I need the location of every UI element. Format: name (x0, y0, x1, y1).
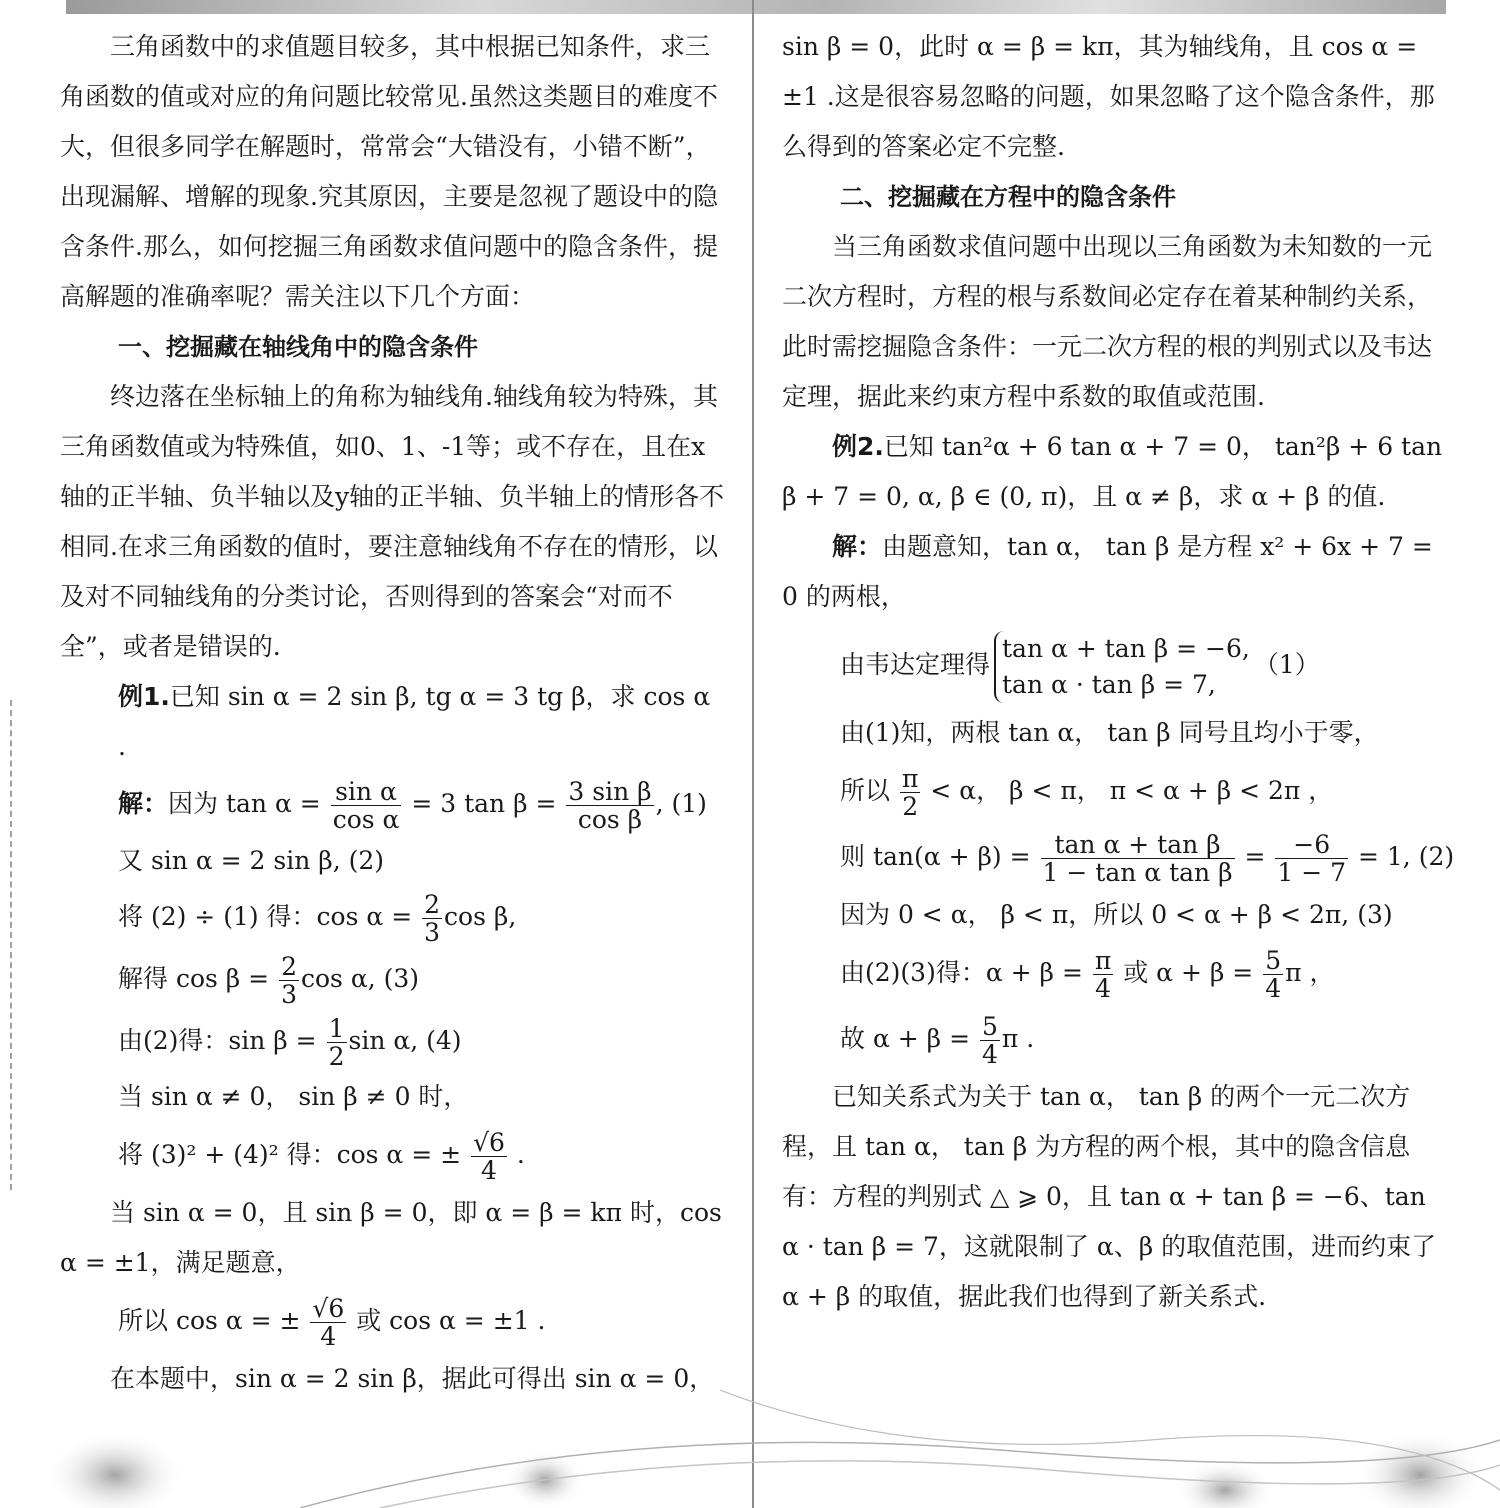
fraction-denominator: 4 (320, 1322, 337, 1351)
formula-text: < α， β < π， π < α + β < 2π ， (922, 776, 1334, 805)
fraction-denominator: cos β (577, 805, 643, 834)
formula-text: 因为 tan α = (168, 789, 329, 818)
example2-label: 例2. (832, 432, 884, 461)
sol2-line8 (782, 1006, 1450, 1072)
fraction (1275, 831, 1348, 887)
continuation-paragraph: sin β = 0，此时 α = β = kπ，其为轴线角，且 cos α = ±1 .这是很容易忽略的问题，如果忽略了这个隐含条件，那么得到的答案必定不完整. (782, 32, 1435, 161)
formula-text: 由(2)得：sin β = (118, 1026, 325, 1055)
formula-text: 解得 cos β = (118, 964, 278, 993)
intro-paragraph: 三角函数中的求值题目较多，其中根据已知条件，求三角函数的值或对应的角问题比较常见.虽然这类题目的难度不大，但很多同学在解题时，常常会“大错没有，小错不断”，出现漏解、增解的现象.究其原因，主要是忽视了题设中的隐含条件.那么，如何挖掘三角函数求值问题中的隐含条件，提高解题的准确率呢？需关注以下几个方面： (60, 32, 718, 311)
formula-text: = 1, (2) (1350, 842, 1455, 871)
section2-paragraph: 当三角函数求值问题中出现以三角函数为未知数的一元二次方程时，方程的根与系数间必定存在着某种制约关系，此时需挖掘隐含条件：一元二次方程的根的判别式以及韦达定理，据此来约束方程中系数的取值或范围. (782, 232, 1433, 411)
fraction-numerator: √6 (312, 1293, 345, 1323)
fraction-denominator: 2 (902, 792, 919, 821)
sol1-line4 (60, 948, 726, 1010)
fraction (1263, 947, 1283, 1003)
formula-text: （1） (1253, 650, 1320, 679)
fraction-denominator: 4 (1265, 974, 1282, 1003)
fraction-numerator: 5 (981, 1011, 998, 1041)
formula-text: 或 cos α = ±1 . (348, 1306, 546, 1335)
sol2-vieta (782, 622, 1450, 708)
formula-text: 由题意知，tan α， tan β 是方程 x² + 6x + 7 = 0 的两根， (782, 532, 1433, 611)
sol1-line6: 当 sin α ≠ 0， sin β ≠ 0 时， (118, 1082, 469, 1111)
closing-paragraph: 已知关系式为关于 tan α， tan β 的两个一元二次方程，且 tan α， tan β 为方程的两个根，其中的隐含信息有：方程的判别式 △ ⩾ 0，且 tan α + tan β = −6、tan α · tan β = 7，这就限制了 α、β 的取值范围，进而约束了 α + β 的取值，据此我们也得到了新关系式. (782, 1082, 1437, 1311)
formula-text: 由(2)(3)得：α + β = (840, 958, 1091, 987)
footer-decoration (0, 1380, 1500, 1508)
fraction-numerator: √6 (473, 1127, 505, 1157)
equation-system (994, 631, 1250, 703)
left-column (60, 22, 726, 1404)
example1 (60, 672, 726, 772)
fraction-numerator: sin α (331, 778, 402, 807)
header-decoration-band (66, 0, 1446, 14)
sol2-line6: 因为 0 < α， β < π，所以 0 < α + β < 2π, (3) (840, 900, 1393, 929)
fraction-numerator: 3 sin β (568, 776, 652, 806)
sol2-line1 (782, 522, 1450, 622)
sol1-line7 (60, 1122, 726, 1188)
sol1-line5 (60, 1010, 726, 1072)
formula-text: 故 α + β = (840, 1024, 978, 1053)
formula-text: 将 (3)² + (4)² 得：cos α = ± (118, 1140, 470, 1169)
fraction (1093, 947, 1113, 1003)
fraction-denominator: 1 − tan α tan β (1042, 858, 1233, 887)
formula-text: cos α, (3) (300, 964, 420, 993)
section1-heading: 一、挖掘藏在轴线角中的隐含条件 (118, 333, 478, 361)
fraction-numerator: −6 (1275, 831, 1348, 860)
section1-paragraph: 终边落在坐标轴上的角称为轴线角.轴线角较为特殊，其三角函数值或为特殊值，如0、1、-1等；或不存在，且在x轴的正半轴、负半轴以及y轴的正半轴、负半轴上的情形各不相同.在求三角函数的值时，要注意轴线角不存在的情形，以及对不同轴线角的分类讨论，否则得到的答案会“对而不全”，或者是错误的. (60, 382, 725, 661)
formula-text: cos β, (444, 902, 517, 931)
fraction (566, 778, 653, 834)
formula-text: π . (1001, 1024, 1035, 1053)
sol2-line4 (782, 758, 1450, 824)
formula-text: = (1236, 842, 1274, 871)
fraction-denominator: cos α (332, 805, 400, 834)
wave-line (300, 1440, 1500, 1508)
right-column (782, 22, 1455, 1322)
formula-text: , (1) (655, 789, 707, 818)
fraction (422, 891, 442, 947)
sol2-line7 (782, 940, 1450, 1006)
fraction-numerator: tan α + tan β (1041, 831, 1235, 860)
fraction-denominator: 1 − 7 (1277, 858, 1347, 887)
equation-row: tan α + tan β = −6, (1002, 633, 1250, 663)
section2-heading: 二、挖掘藏在方程中的隐含条件 (840, 183, 1176, 211)
fraction-numerator: 2 (281, 951, 297, 981)
example2 (782, 422, 1450, 522)
formula-text: 所以 (840, 776, 898, 805)
formula-text: = 3 tan β = (403, 789, 565, 818)
formula-text: . (508, 1140, 525, 1169)
formula-text: 将 (2) ÷ (1) 得：cos α = (118, 902, 421, 931)
column-divider (752, 0, 754, 1508)
fraction (900, 765, 920, 821)
sol1-line8: 当 sin α = 0，且 sin β = 0，即 α = β = kπ 时，cos α = ±1，满足题意， (60, 1198, 722, 1277)
example1-text: 已知 sin α = 2 sin β, tg α = 3 tg β，求 cos α . (118, 682, 711, 761)
sol1-line1 (60, 772, 726, 836)
fraction-denominator: 4 (481, 1156, 497, 1185)
blur-spot (1175, 1460, 1275, 1508)
fraction-denominator: 3 (424, 918, 441, 947)
fraction-denominator: 4 (981, 1040, 998, 1069)
formula-text: sin α, (4) (348, 1026, 462, 1055)
solution1-label: 解： (118, 789, 169, 818)
sol1-line3 (60, 886, 726, 948)
fraction-denominator: 4 (1095, 974, 1112, 1003)
fraction-numerator: 1 (328, 1013, 345, 1043)
fraction (310, 1295, 346, 1351)
example2-text: 已知 tan²α + 6 tan α + 7 = 0， tan²β + 6 tan β + 7 = 0, α, β ∈ (0, π)，且 α ≠ β，求 α + β 的值. (782, 432, 1443, 511)
formula-text: π ， (1285, 958, 1335, 987)
sol2-line5 (782, 824, 1455, 890)
fraction (980, 1013, 1000, 1069)
fraction-numerator: 5 (1265, 945, 1282, 975)
formula-text: 则 tan(α + β) = (840, 842, 1039, 871)
fraction-numerator: π (901, 763, 919, 793)
fraction (279, 953, 299, 1009)
formula-text: 由韦达定理得 (840, 650, 991, 679)
sol1-conclusion: 在本题中，sin α = 2 sin β，据此可得出 sin α = 0， (110, 1364, 715, 1393)
fraction (1041, 831, 1235, 887)
sol2-line3: 由(1)知，两根 tan α， tan β 同号且均小于零， (840, 718, 1379, 747)
fraction (327, 1015, 347, 1071)
formula-text: 或 α + β = (1115, 958, 1262, 987)
fraction-denominator: 2 (328, 1042, 345, 1071)
fraction (471, 1129, 507, 1185)
example1-label: 例1. (118, 682, 170, 711)
fraction-numerator: 2 (424, 889, 441, 919)
fraction-denominator: 3 (281, 980, 297, 1009)
blur-spot (45, 1430, 185, 1508)
margin-dashed-line (10, 700, 12, 1190)
fraction-numerator: π (1094, 945, 1112, 975)
formula-text: 所以 cos α = ± (118, 1306, 309, 1335)
solution2-label: 解： (832, 532, 883, 561)
fraction (331, 778, 402, 834)
sol1-line2: 又 sin α = 2 sin β, (2) (118, 846, 385, 875)
blur-spot (1355, 1430, 1485, 1508)
equation-row: tan α · tan β = 7, (1002, 669, 1216, 699)
sol1-line9 (60, 1288, 726, 1354)
